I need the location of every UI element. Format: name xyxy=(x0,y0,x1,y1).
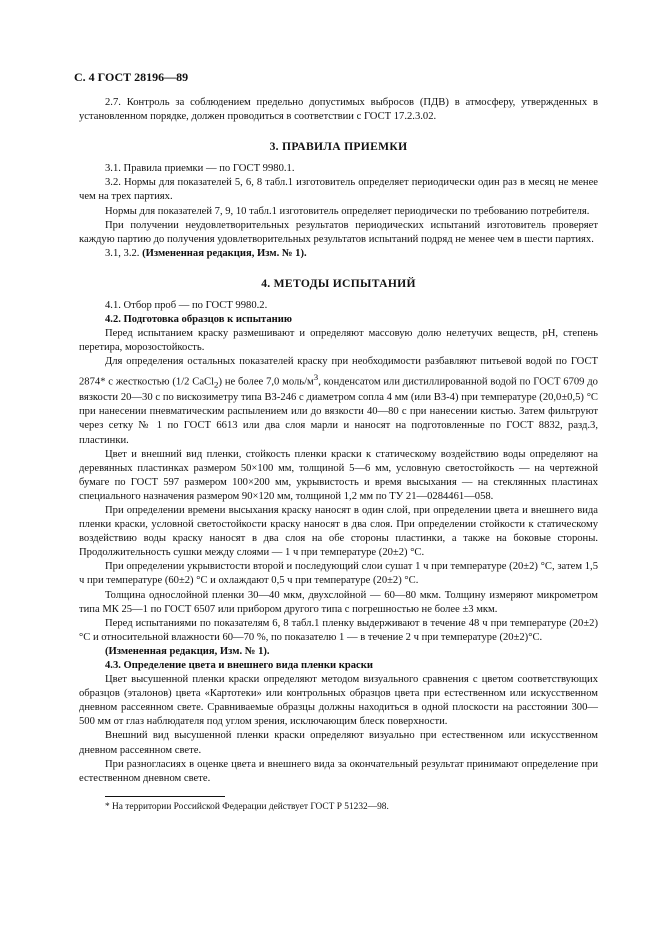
paragraph-3-2: 3.2. Нормы для показателей 5, 6, 8 табл.1 изготовитель определяет периодически один раз в месяц не менее чем на трех партиях. xyxy=(79,177,598,203)
paragraph-4-3-c: При разногласиях в оценке цвета и внешнего вида за окончательный результат принимают определение при естественном дневном свете. xyxy=(79,758,598,784)
paragraph-4-2-g: Перед испытаниями по показателям 6, 8 табл.1 пленку выдерживают в течение 48 ч при температуре (20±2) °С и относительной влажности 60—70 %, по показателю 1 — в течение 2 ч при температуре (20±2)°С. xyxy=(79,617,598,643)
paragraph-4-2-f: Толщина однослойной пленки 30—40 мкм, двухслойной — 60—80 мкм. Толщину измеряют микрометром типа МК 25—1 по ГОСТ 6507 или прибором другого типа с погрешностью не более ±3 мкм. xyxy=(79,589,598,615)
paragraph-3-1: 3.1. Правила приемки — по ГОСТ 9980.1. xyxy=(105,163,295,175)
subscript: 2 xyxy=(214,379,219,390)
text-segment: ) не более 7,0 моль/м xyxy=(218,376,314,388)
amendment-note-3 xyxy=(79,247,598,261)
paragraph-4-3-a: Цвет высушенной пленки краски определяют методом визуального сравнения с цветом соответствующих образцов (эталонов) цвета «Картотеки» или контрольных образцов цвета при естественном или искусственном дневном рассеянном свете. Сравниваемые образцы должны находиться в одной плоскости на расстоянии 300—500 мм от глаз наблюдателя под углом зрения, исключающим блеск поверхности. xyxy=(79,674,598,728)
paragraph-3-2-c: При получении неудовлетворительных результатов периодических испытаний изготовитель проверяет каждую партию до получения удовлетворительных результатов испытаний подряд не менее чем в шести партиях. xyxy=(79,219,598,245)
document-body xyxy=(79,96,598,814)
section-4-title: 4. МЕТОДЫ ИСПЫТАНИЙ xyxy=(261,276,416,290)
paragraph-4-2-a: Перед испытанием краску размешивают и определяют массовую долю нелетучих веществ, pH, степень перетира, морозостойкость. xyxy=(79,328,598,354)
text-segment: , конденсатом или дистиллированной водой по ГОСТ 6709 до вязкости 20—30 с по вискозиметру типа ВЗ-246 с диаметром сопла 4 мм (или ВЗ-4) при температуре (20,0±0,5) °С при нанесении пневматическим распылением или до вязкости 40—80 с при нанесении кистью. Затем фильтруют через сетку № 1 по ГОСТ 6613 или два слоя марли и наносят на подготовленные по ГОСТ 8832, разд.3, пластинки. xyxy=(79,376,598,446)
paragraph-4-2-c: Цвет и внешний вид пленки, стойкость пленки краски к статическому воздействию воды определяют на деревянных пластинках размером 50×100 мм, толщиной 5—6 мм, условную светостойкость — на чертежной бумаге по ГОСТ 597 размером 100×200 мм, укрывистость и время высыхания — на стеклянных пластинах специального назначения размером 90×120 мм, толщиной 1,2 мм по ТУ 21—0284461—058. xyxy=(79,448,598,502)
page-header: С. 4 ГОСТ 28196—89 xyxy=(74,70,189,84)
superscript: 3 xyxy=(313,371,319,382)
amendment-note-4: (Измененная редакция, Изм. № 1). xyxy=(105,645,270,657)
paragraph-4-2-b xyxy=(79,355,598,447)
paragraph-4-3-b: Внешний вид высушенной пленки краски определяют визуально при естественном или искусственном дневном рассеянном свете. xyxy=(79,730,598,756)
paragraph-3-2-b: Нормы для показателей 7, 9, 10 табл.1 изготовитель определяет периодически по требованию потребителя. xyxy=(105,205,590,217)
footnote-divider xyxy=(105,796,225,797)
paragraph-4-1: 4.1. Отбор проб — по ГОСТ 9980.2. xyxy=(105,300,268,312)
text-segment: Для определения остальных показателей краску при необходимости разбавляют питьевой водой по ГОСТ 2874* с жесткостью (1/2 CaCl xyxy=(79,356,598,388)
amendment-prefix: 3.1, 3.2. xyxy=(105,247,140,259)
paragraph-4-2-d: При определении времени высыхания краску наносят в один слой, при определении цвета и внешнего вида пленки краски, условной светостойкости краску наносят в два слоя. При определении стойкости к статическому воздействию воды краску наносят в два слоя на обе стороны пластинки, а также на боковые стороны. Продолжительность сушки между слоями — 1 ч при температуре (20±2) °С. xyxy=(79,504,598,559)
paragraph-4-2-e: При определении укрывистости второй и последующий слои сушат 1 ч при температуре (20±2) °С, затем 1,5 ч при температуре (60±2) °С и охлаждают 0,5 ч при температуре (20±2) °С. xyxy=(79,561,598,587)
footnote: * На территории Российской Федерации действует ГОСТ Р 51232—98. xyxy=(105,801,389,812)
section-3-title: 3. ПРАВИЛА ПРИЕМКИ xyxy=(269,140,408,154)
paragraph-2-7: 2.7. Контроль за соблюдением предельно допустимых выбросов (ПДВ) в атмосферу, утвержденных в установленном порядке, должен проводиться в соответствии с ГОСТ 17.2.3.02. xyxy=(79,97,598,123)
amendment-label: (Измененная редакция, Изм. № 1). xyxy=(142,247,307,259)
heading-4-3: 4.3. Определение цвета и внешнего вида пленки краски xyxy=(105,660,373,672)
heading-4-2: 4.2. Подготовка образцов к испытанию xyxy=(105,314,292,326)
